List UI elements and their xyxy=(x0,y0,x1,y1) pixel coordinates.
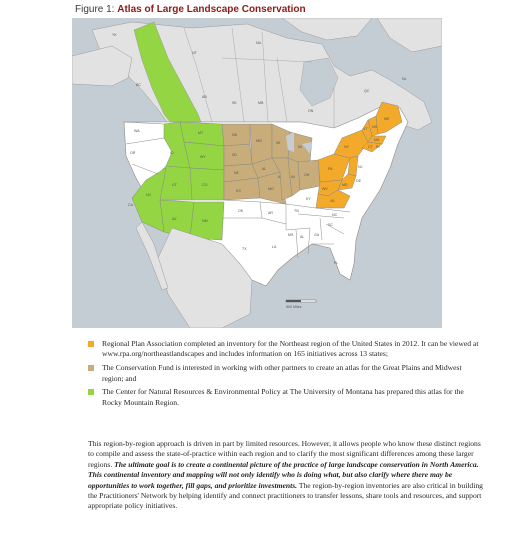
map-svg xyxy=(72,18,442,328)
label-fl: FL xyxy=(334,261,339,265)
legend-swatch-northeast xyxy=(88,341,94,347)
label-pa: PA xyxy=(328,167,333,171)
legend-item-rocky-mountain xyxy=(88,387,480,408)
label-nd: ND xyxy=(232,133,238,137)
label-sd: SD xyxy=(232,153,237,157)
label-wy: WY xyxy=(200,155,206,159)
label-nc: NC xyxy=(332,213,338,217)
region-ks xyxy=(224,178,260,200)
label-tx: TX xyxy=(242,247,247,251)
paragraph-part-1: This region-by-region approach is driven in part by limited resources. However, it allows people who know these distinct regions to compile and assess the state-of-practice within each region and to clarify the most significant differences among these larger regions. xyxy=(88,439,481,469)
label-ri: RI xyxy=(376,145,380,149)
label-on: ON xyxy=(308,109,314,113)
paragraph-part-2: The region-by-region inventories are also critical in building the Practitioners' Network by helping identify and connect practitioners to transfer lessons, share tools and resources, and support appropriate policy initiatives. xyxy=(88,480,483,511)
legend-text-northeast: Regional Plan Association completed an inventory for the Northeast region of the United States in 2012. It can be viewed at www.rpa.org/northeastlandscapes and includes information on 165 initiatives across 13 states; xyxy=(102,339,479,359)
label-ks: KS xyxy=(236,189,241,193)
legend xyxy=(88,339,480,412)
label-al: AL xyxy=(300,235,305,239)
label-co: CO xyxy=(202,183,208,187)
label-nh: NH xyxy=(372,125,378,129)
label-me: ME xyxy=(384,117,390,121)
label-tn: TN xyxy=(294,209,299,213)
label-yk: YK xyxy=(112,33,117,37)
paragraph-emphasis: The ultimate goal is to create a continental picture of the practice of large landscape conservation in North America. This continental inventory and mapping will not only identify who is doing what, but also clarify where there may be opportunities to work together, fill gaps, and prioritize investments. xyxy=(88,459,479,490)
label-qc: QC xyxy=(364,89,370,93)
label-in: IN xyxy=(291,175,295,179)
label-oh: OH xyxy=(304,173,310,177)
label-ga: GA xyxy=(314,233,320,237)
label-nl: NL xyxy=(402,77,407,81)
figure-title xyxy=(75,4,306,15)
label-ct: CT xyxy=(368,145,373,149)
label-ca: CA xyxy=(128,203,133,207)
label-ma: MA xyxy=(374,138,380,142)
label-ms: MS xyxy=(288,233,294,237)
label-ar: AR xyxy=(268,211,273,215)
label-md: MD xyxy=(342,183,348,187)
label-wa: WA xyxy=(134,129,140,133)
label-or: OR xyxy=(130,151,136,155)
figure-name: Atlas of Large Landscape Conservation xyxy=(117,4,306,15)
label-id: ID xyxy=(170,151,174,155)
legend-swatch-rocky-mountain xyxy=(88,389,94,395)
label-ne: NE xyxy=(234,171,239,175)
label-sc: SC xyxy=(328,223,333,227)
label-ky: KY xyxy=(306,197,311,201)
label-nu: NU xyxy=(256,41,262,45)
legend-item-northeast xyxy=(88,339,480,360)
label-mn: MN xyxy=(256,139,262,143)
label-nj: NJ xyxy=(358,165,363,169)
scale-label: 500 Miles xyxy=(286,305,302,309)
label-ab: AB xyxy=(202,95,207,99)
legend-item-great-plains xyxy=(88,363,480,384)
label-ia: IA xyxy=(262,167,266,171)
label-sk: SK xyxy=(232,101,237,105)
label-la: LA xyxy=(272,245,277,249)
label-ny: NY xyxy=(344,145,349,149)
label-mt: MT xyxy=(198,131,204,135)
label-va: VA xyxy=(330,199,335,203)
legend-text-great-plains: The Conservation Fund is interested in working with other partners to create an atlas for the Great Plains and Midwest region; and xyxy=(102,363,462,383)
label-nm: NM xyxy=(202,219,208,223)
region-sd xyxy=(224,144,252,166)
label-de: DE xyxy=(356,179,361,183)
body-paragraph xyxy=(88,439,486,512)
label-wi: WI xyxy=(276,141,281,145)
label-il: IL xyxy=(278,175,281,179)
label-nt: NT xyxy=(192,51,197,55)
region-mn xyxy=(250,124,272,164)
label-mi: MI xyxy=(298,145,302,149)
label-ut: UT xyxy=(172,183,177,187)
label-ok: OK xyxy=(238,209,244,213)
label-vt: VT xyxy=(363,127,368,131)
label-bc: BC xyxy=(136,83,141,87)
atlas-map xyxy=(72,18,442,328)
label-mo: MO xyxy=(268,187,274,191)
label-az: AZ xyxy=(172,217,177,221)
figure-number: Figure 1: xyxy=(75,4,115,15)
legend-swatch-great-plains xyxy=(88,365,94,371)
label-wv: WV xyxy=(322,187,328,191)
label-nv: NV xyxy=(146,193,151,197)
label-mb: MB xyxy=(258,101,264,105)
legend-text-rocky-mountain: The Center for Natural Resources & Environmental Policy at The University of Montana has prepared this atlas for the Rocky Mountain Region. xyxy=(102,387,464,407)
